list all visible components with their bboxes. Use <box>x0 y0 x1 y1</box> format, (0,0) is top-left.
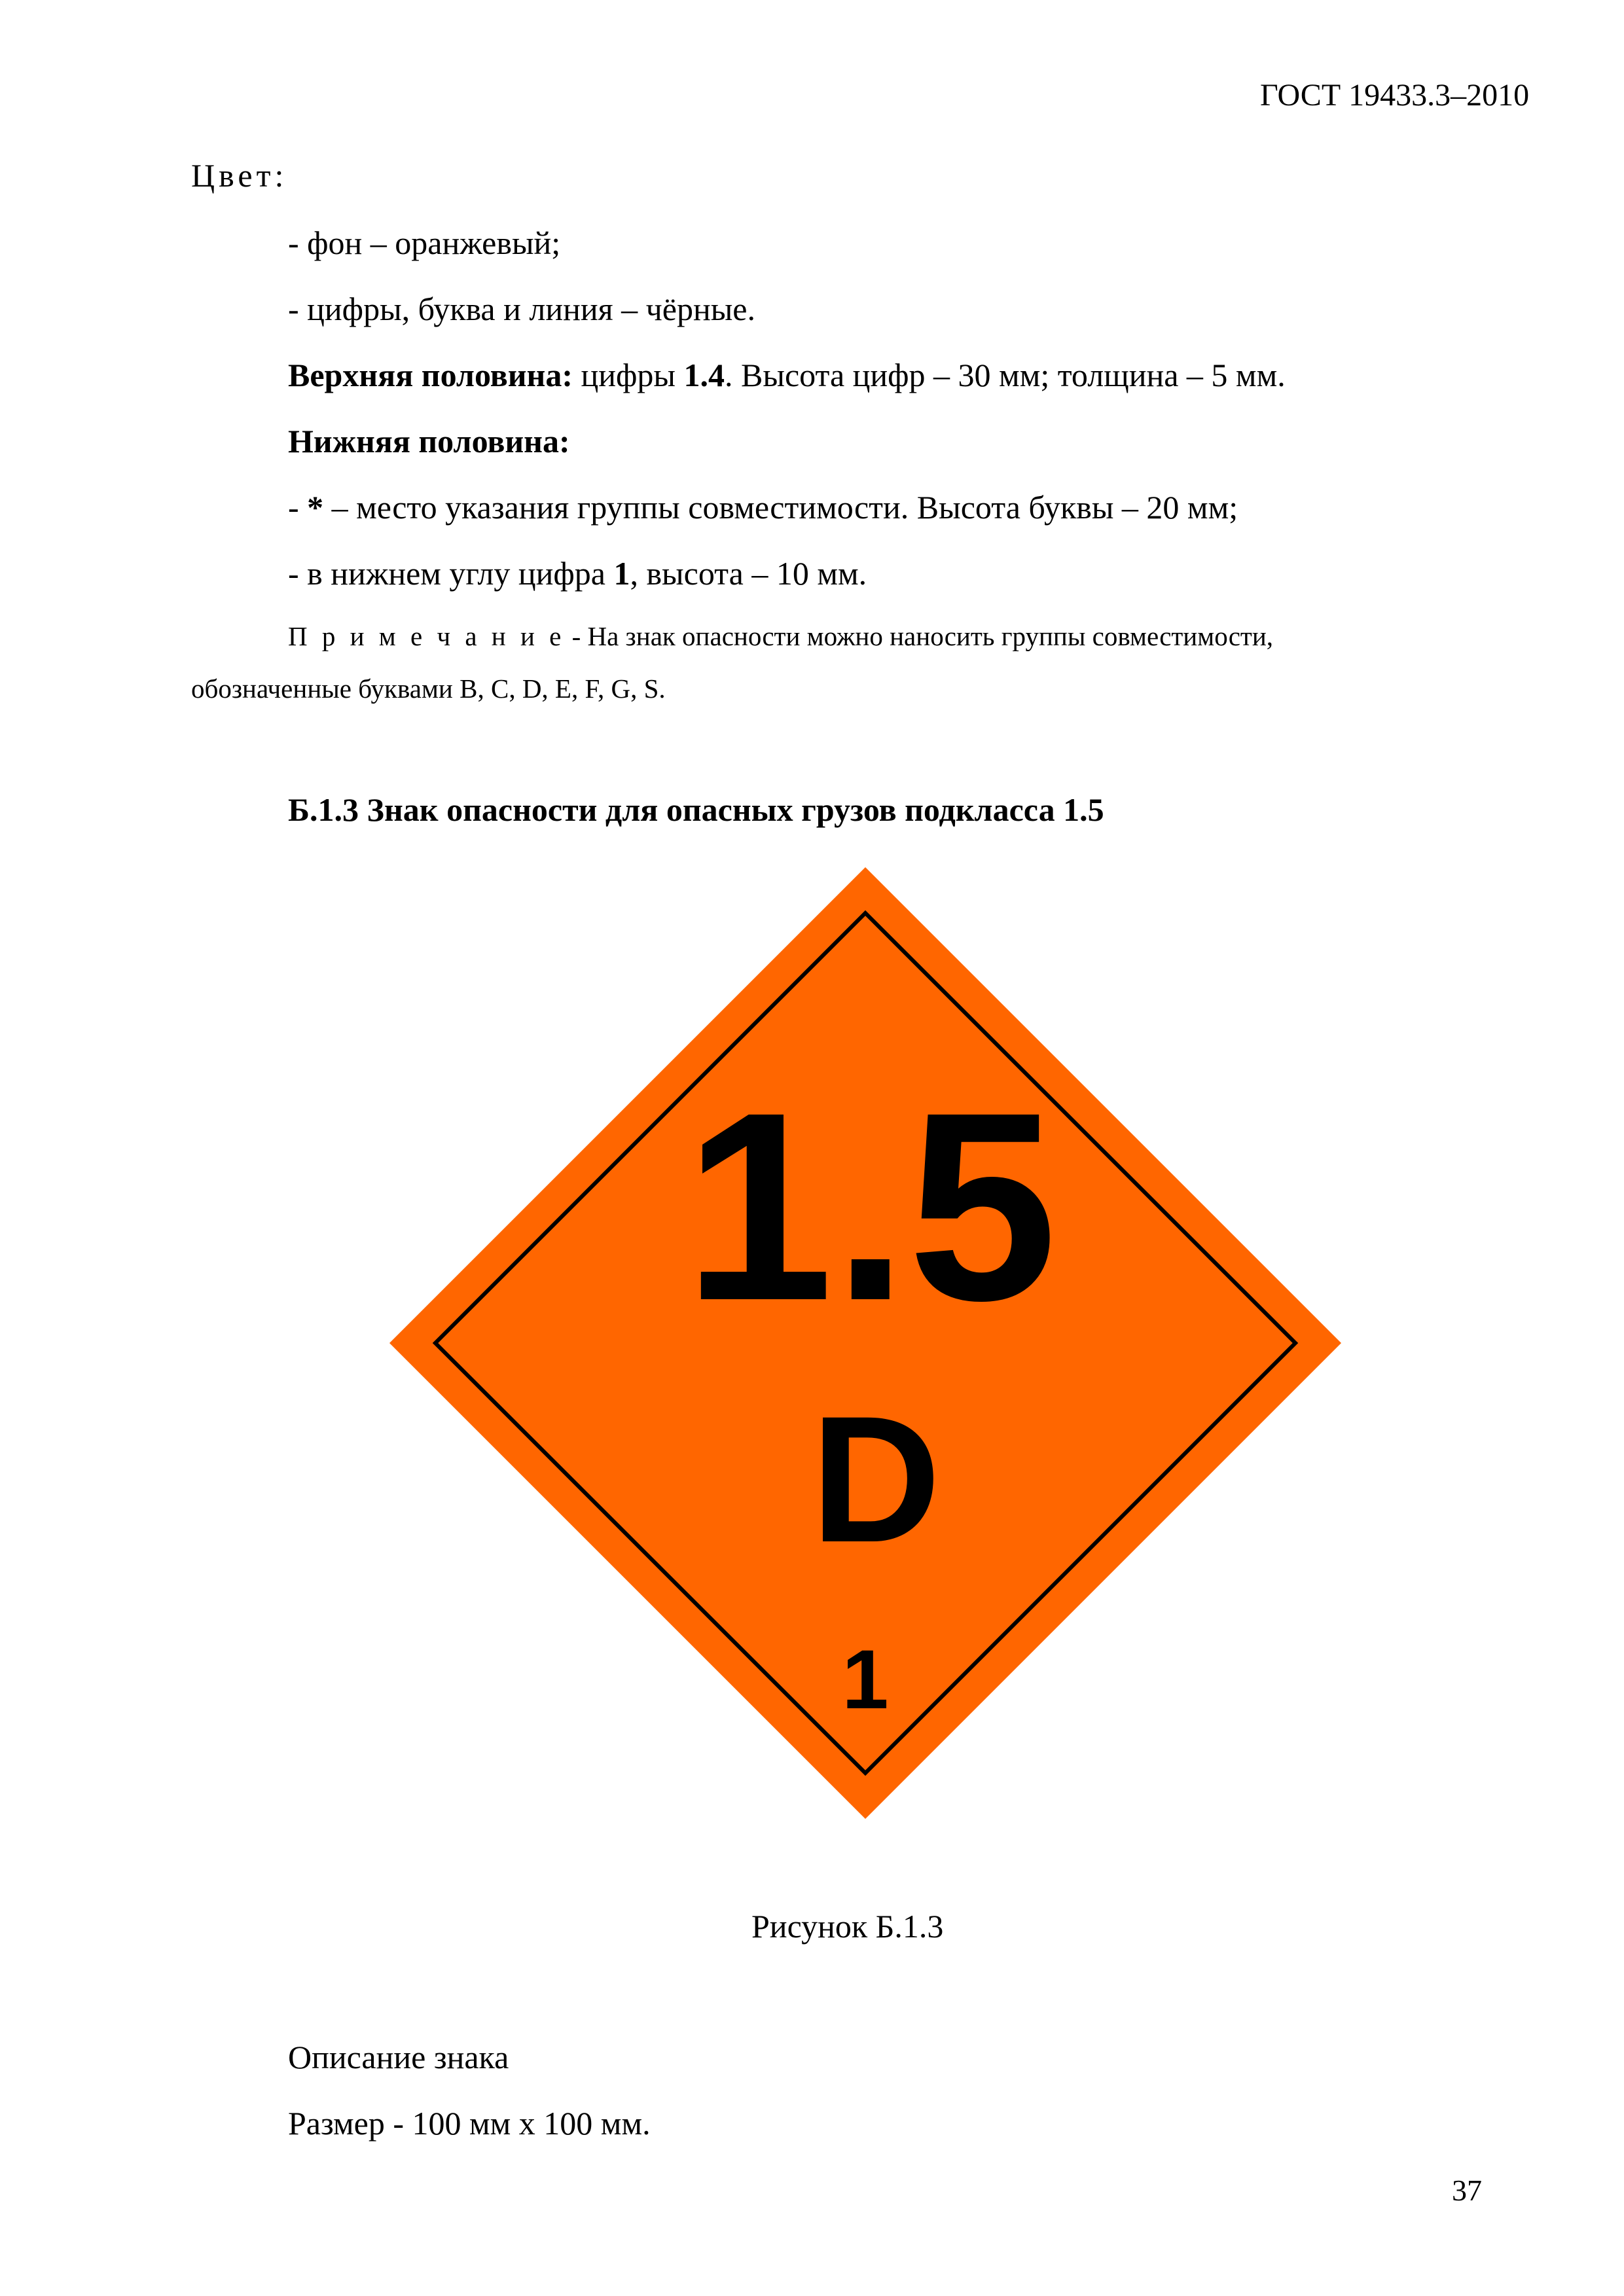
figure-caption: Рисунок Б.1.3 <box>751 1908 944 1945</box>
section-heading: Б.1.3 Знак опасности для опасных грузов подкласса 1.5 <box>288 791 1104 828</box>
note-line-2: обозначенные буквами B, C, D, E, F, G, S. <box>191 673 666 704</box>
color-item-figures: - цифры, буква и линия – чёрные. <box>288 291 755 327</box>
description-title: Описание знака <box>288 2039 509 2075</box>
document-id: ГОСТ 19433.3–2010 <box>1260 78 1530 113</box>
color-item-background: - фон – оранжевый; <box>288 224 561 261</box>
lower-half-item-2-text: , высота – 10 мм. <box>630 555 867 592</box>
note-label: П р и м е ч а н и е <box>288 621 566 651</box>
lower-half-label: Нижняя половина: <box>288 423 570 459</box>
color-title: Цвет: <box>191 157 288 194</box>
lower-half-item-1-star: * <box>307 489 324 526</box>
upper-half-label: Верхняя половина: <box>288 357 573 393</box>
lower-half-item-2-prefix: - в нижнем углу цифра <box>288 555 614 592</box>
upper-half-value: 1.4 <box>683 357 725 393</box>
upper-half-text-1: цифры <box>573 357 684 393</box>
lower-half-item-2-value: 1 <box>613 555 630 592</box>
sign-division-number: 1.5 <box>684 1056 1057 1356</box>
page-number: 37 <box>1452 2174 1482 2207</box>
description-size: Размер - 100 мм х 100 мм. <box>288 2105 651 2142</box>
lower-half-item-1-prefix: - <box>288 489 308 526</box>
lower-half-item-1-text: – место указания группы совместимости. Высота буквы – 20 мм; <box>323 489 1238 526</box>
sign-compatibility-letter: D <box>810 1379 941 1580</box>
note-text-1: - На знак опасности можно наносить группы совместимости, <box>565 621 1274 651</box>
upper-half-text-2: . Высота цифр – 30 мм; толщина – 5 мм. <box>725 357 1286 393</box>
sign-class-number: 1 <box>842 1633 889 1727</box>
